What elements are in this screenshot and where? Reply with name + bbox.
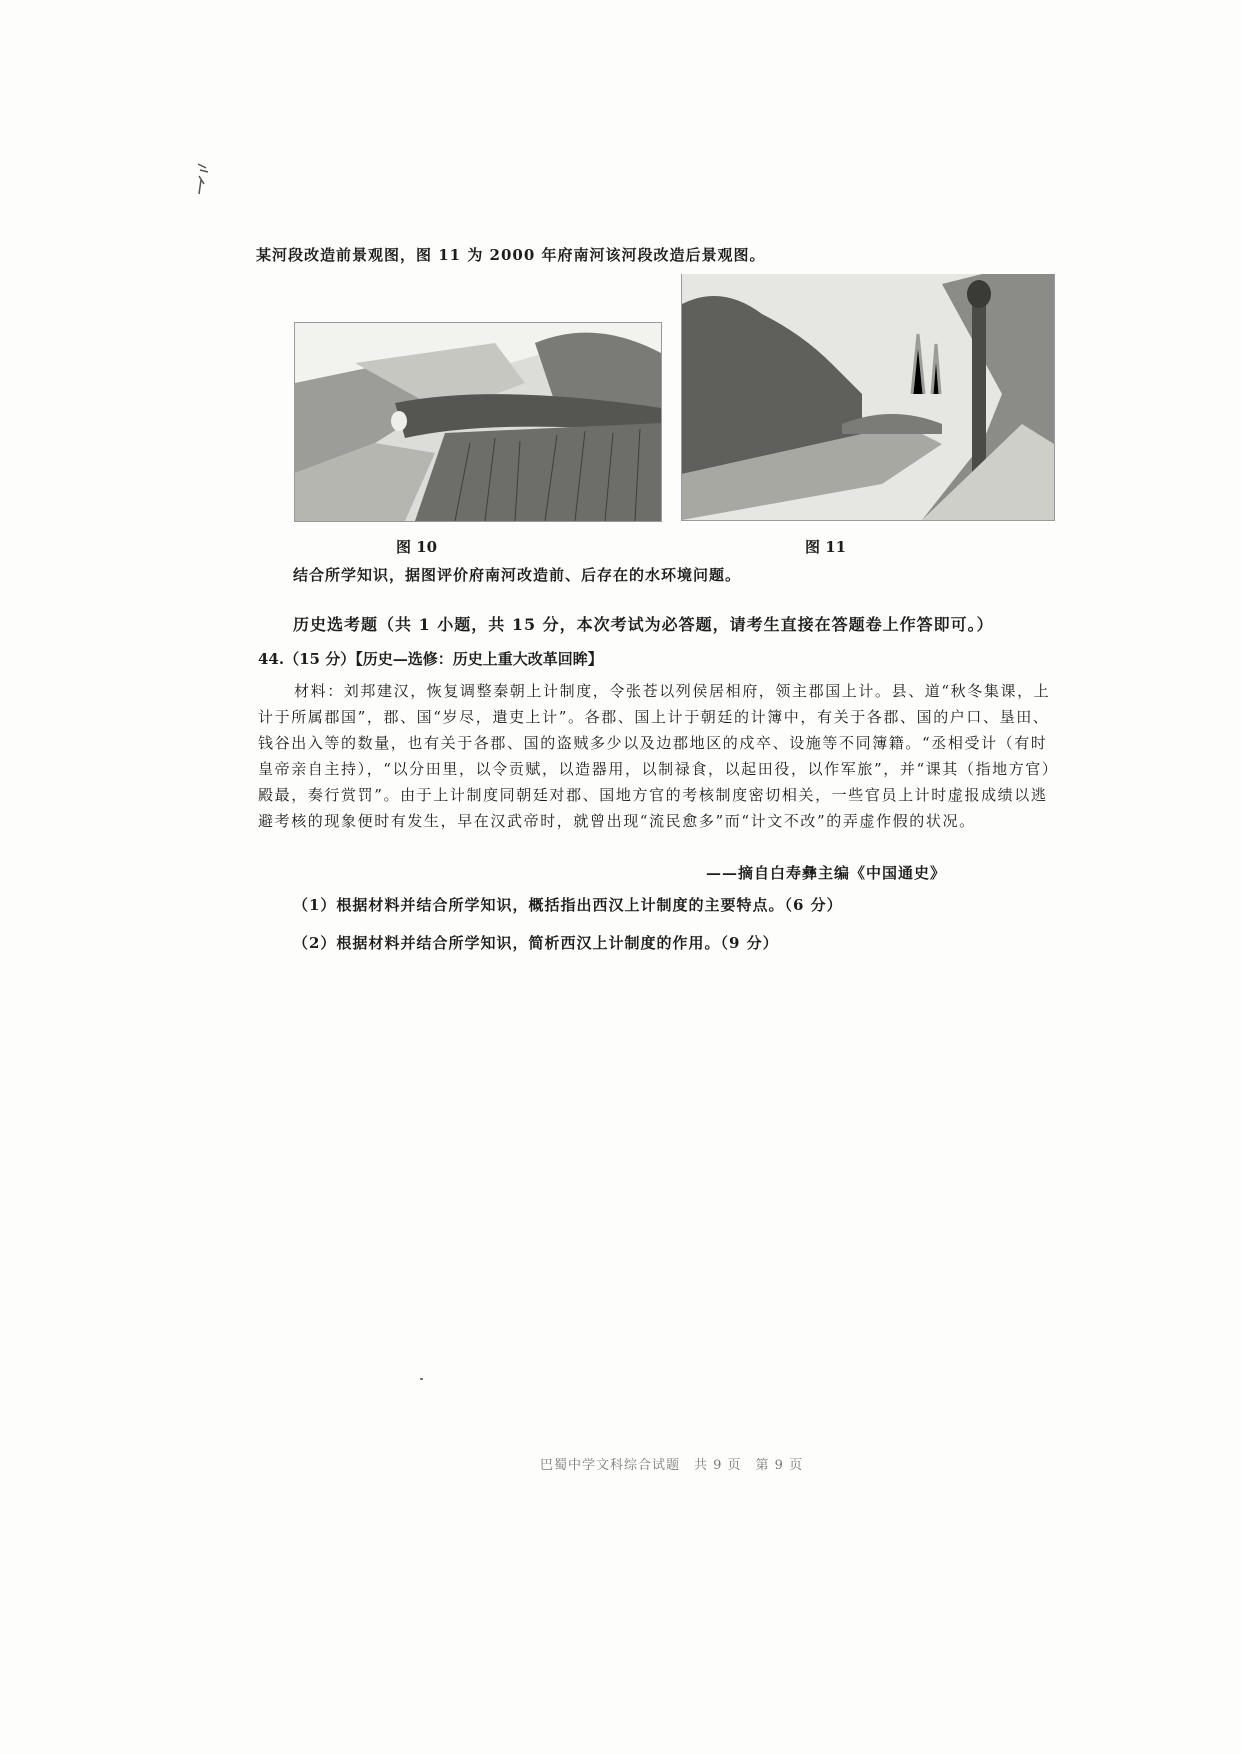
question-44-material: 材料：刘邦建汉，恢复调整秦朝上计制度，令张苍以列侯居相府，领主郡国上计。县、道“秋冬集课，上计于所属郡国”，郡、国“岁尽，遣吏上计”。各郡、国上计于朝廷的计簿中，有关于各郡、国的户口、垦田、钱谷出入等的数量，也有关于各郡、国的盗贼多少以及边郡地区的戍卒、设施等不同簿籍。“丞相受计（有时皇帝亲自主持），“以分田里，以令贡赋，以造器用，以制禄食，以起田役，以作军旅”，并“课其（指地方官）殿最，奏行赏罚”。由于上计制度同朝廷对郡、国地方官的考核制度密切相关，一些官员上计时虚报成绩以逃避考核的现象便时有发生，早在汉武帝时，就曾出现“流民愈多”而“计文不改”的弄虚作假的状况。: [258, 682, 1052, 830]
scan-corner-mark: [194, 160, 224, 200]
sub-question-2: （2）根据材料并结合所学知识，简析西汉上计制度的作用。（9 分）: [293, 934, 779, 952]
figure-10-caption: 图 10: [396, 538, 438, 556]
page-footer: 巴蜀中学文科综合试题 共 9 页 第 9 页: [540, 1458, 804, 1473]
material-source: ——摘自白寿彝主编《中国通史》: [706, 864, 947, 882]
intro-line: 某河段改造前景观图，图 11 为 2000 年府南河该河段改造后景观图。: [256, 246, 766, 264]
scan-speck: [420, 1378, 423, 1380]
figure-11-caption: 图 11: [805, 538, 847, 556]
figure-11-photo: [681, 274, 1055, 521]
figure-10-photo: [294, 322, 662, 522]
geography-question: 结合所学知识，据图评价府南河改造前、后存在的水环境问题。: [293, 566, 742, 584]
sub-question-1: （1）根据材料并结合所学知识，概括指出西汉上计制度的主要特点。（6 分）: [293, 896, 843, 914]
question-44-title: 44.（15 分）【历史—选修：历史上重大改革回眸】: [258, 650, 603, 668]
history-section-header: 历史选考题（共 1 小题，共 15 分，本次考试为必答题，请考生直接在答题卷上作答即可。）: [293, 615, 994, 634]
